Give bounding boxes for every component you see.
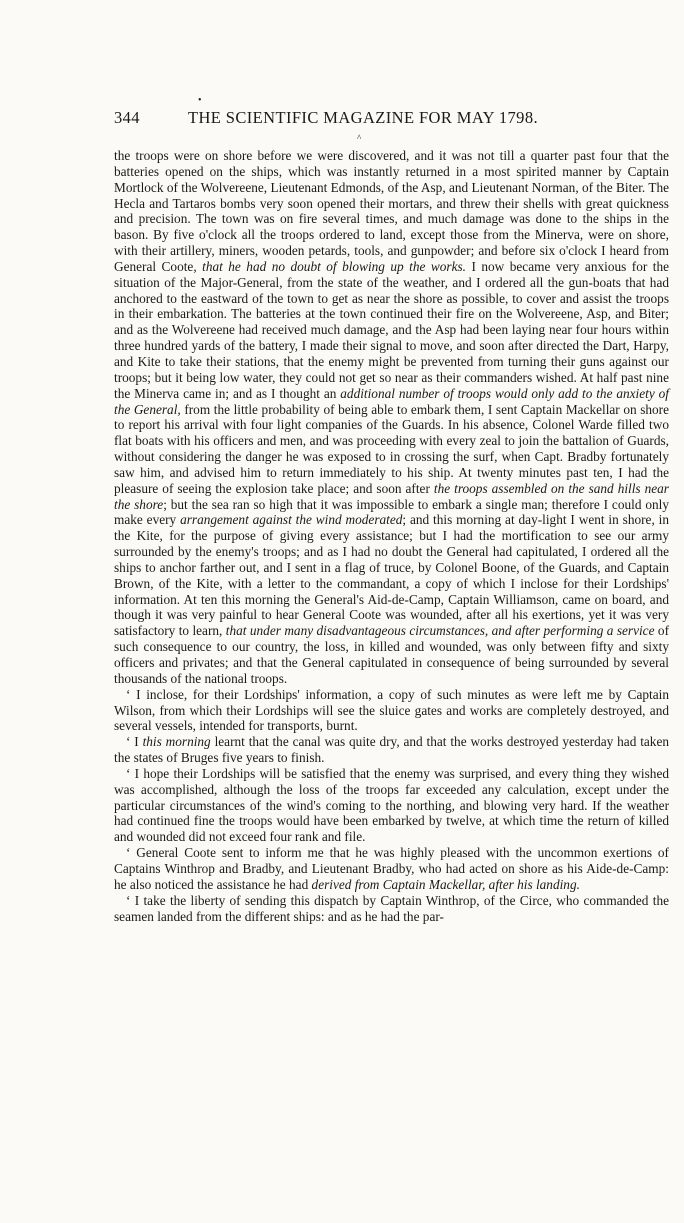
text-run: ‘ General Coote sent to inform me that he was highly pleased with the uncommon exertions of Captains Winthrop and Bradby, and Lieutenant Bradby, who had acted on shore as his Aide-de-Camp: he also noticed the assistance he had (114, 845, 669, 892)
text-run: ; but the sea ran so high that it was impossible to embark a single man; therefore I could only make every (114, 496, 669, 528)
paragraph (114, 845, 669, 893)
italic-text-run: that he had no doubt of blowing up the works. (202, 258, 466, 274)
text-run: ‘ I inclose, for their Lordships' information, a copy of such minutes as were left me by Captain Wilson, from which their Lordships will see the sluice gates and works are completely destroyed, and several vessels, intended for transports, burnt. (114, 686, 669, 734)
paragraph (114, 148, 669, 687)
paragraph (114, 687, 669, 735)
header-dot: • (198, 95, 202, 106)
text-run: I now became very anxious for the situation of the Major-General, from the state of the weather, and I ordered all the gun-boats that had anchored to the eastward of the town to get as near the shore as possible, to cover and assist the troops in their embarkation. The batteries at the town continued their fire on the Wolvereene, Asp, and Biter; and as the Wolvereene had received much damage, and the Asp had been laying near four hours within three hundred yards of the battery, I made their signal to move, and soon after directed the Dart, Harpy, and Kite to take their stations, that the enemy might be prevented from turning their guns against our troops; but it being low water, they could not get so near as their commanders wished. At half past nine the Minerva came in; and as I thought an (114, 258, 669, 401)
italic-text-run: that under many disadvantageous circumstances, and after performing a service (225, 623, 655, 639)
text-run: ‘ I hope their Lordships will be satisfied that the enemy was surprised, and every thing they wished was accomplished, although the loss of the troops far exceeded any calculation, except under the particular circumstances of the wind's coming to the northing, and blowing very hard. If the weather had continued fine the troops would have been embarked by twelve, at which time the return of killed and wounded did not exceed four rank and file. (114, 765, 669, 845)
header-ornament (114, 134, 604, 142)
italic-text-run: derived from Captain Mackellar, after his landing. (311, 876, 580, 892)
text-run: ‘ I take the liberty of sending this dispatch by Captain Winthrop, of the Circe, who commanded the seamen landed from the different ships: and as he had the par- (114, 892, 669, 924)
paragraph (114, 893, 669, 925)
paragraph (114, 734, 669, 766)
running-title: THE SCIENTIFIC MAGAZINE FOR MAY 1798. (188, 108, 539, 127)
italic-text-run: additional number of troops would only add to the anxiety of the General, (114, 385, 669, 417)
text-run: the troops were on shore before we were discovered, and it was not till a quarter past four that the batteries opened on the ships, which was instantly returned in a most spirited manner by Captain Mortlock of the Wolvereene, Lieutenant Edmonds, of the Asp, and Lieutenant Norman, of the Biter. The Hecla and Tartaros bombs very soon opened their mortars, and threw their shells with great quickness and precision. The town was on fire several times, and much damage was done to the ships in the bason. By five o'clock all the troops ordered to land, except those from the Minerva, were on shore, with their artillery, miners, wooden petards, tools, and gunpowder; and before six o'clock I heard from General Coote, (114, 148, 669, 274)
text-run: of such consequence to our country, the loss, in killed and wounded, was only between fifty and sixty officers and privates; and that the General capitulated in consequence of being surrounded by several thousands of the national troops. (114, 623, 669, 686)
text-run: learnt that the canal was quite dry, and that the works destroyed yesterday had taken the states of Bruges five years to finish. (114, 734, 669, 766)
ornament-mark: ^ (357, 133, 362, 143)
paragraph (114, 766, 669, 845)
page-header (114, 108, 674, 132)
text-run: ; and this morning at day-light I went in shore, in the Kite, for the purpose of giving every assistance; but I had the mortification to see our army surrounded by the enemy's troops; and as I had no doubt the General had capitulated, I ordered all the ships to anchor farther out, and I sent in a flag of truce, by Colonel Boone, of the Guards, and Captain Brown, of the Kite, with a letter to the commandant, a copy of which I inclose for their Lordships' information. At ten this morning the General's Aid-de-Camp, Captain Williamson, came on board, and though it was very painful to hear General Coote was wounded, after all his exertions, yet it was very satisfactory to learn, (114, 512, 669, 639)
italic-text-run: this morning (142, 734, 211, 750)
page-number: 344 (114, 108, 140, 127)
italic-text-run: the troops assembled on the sand hills near the shore (114, 480, 669, 512)
italic-text-run: arrangement against the wind moderated (180, 512, 403, 528)
text-run: ‘ I (126, 734, 143, 750)
text-run: from the little probability of being able to embark them, I sent Captain Mackellar on shore to report his arrival with four light companies of the Guards. In his absence, Colonel Warde filled two flat boats with his officers and men, and was proceeding with every zeal to join the battalion of Guards, without considering the danger he was exposed to in crossing the surf, when Capt. Bradby fortunately saw him, and advised him to return immediately to his ship. At twenty minutes past ten, I had the pleasure of seeing the explosion take place; and soon after (114, 401, 670, 496)
article-body (114, 148, 669, 924)
